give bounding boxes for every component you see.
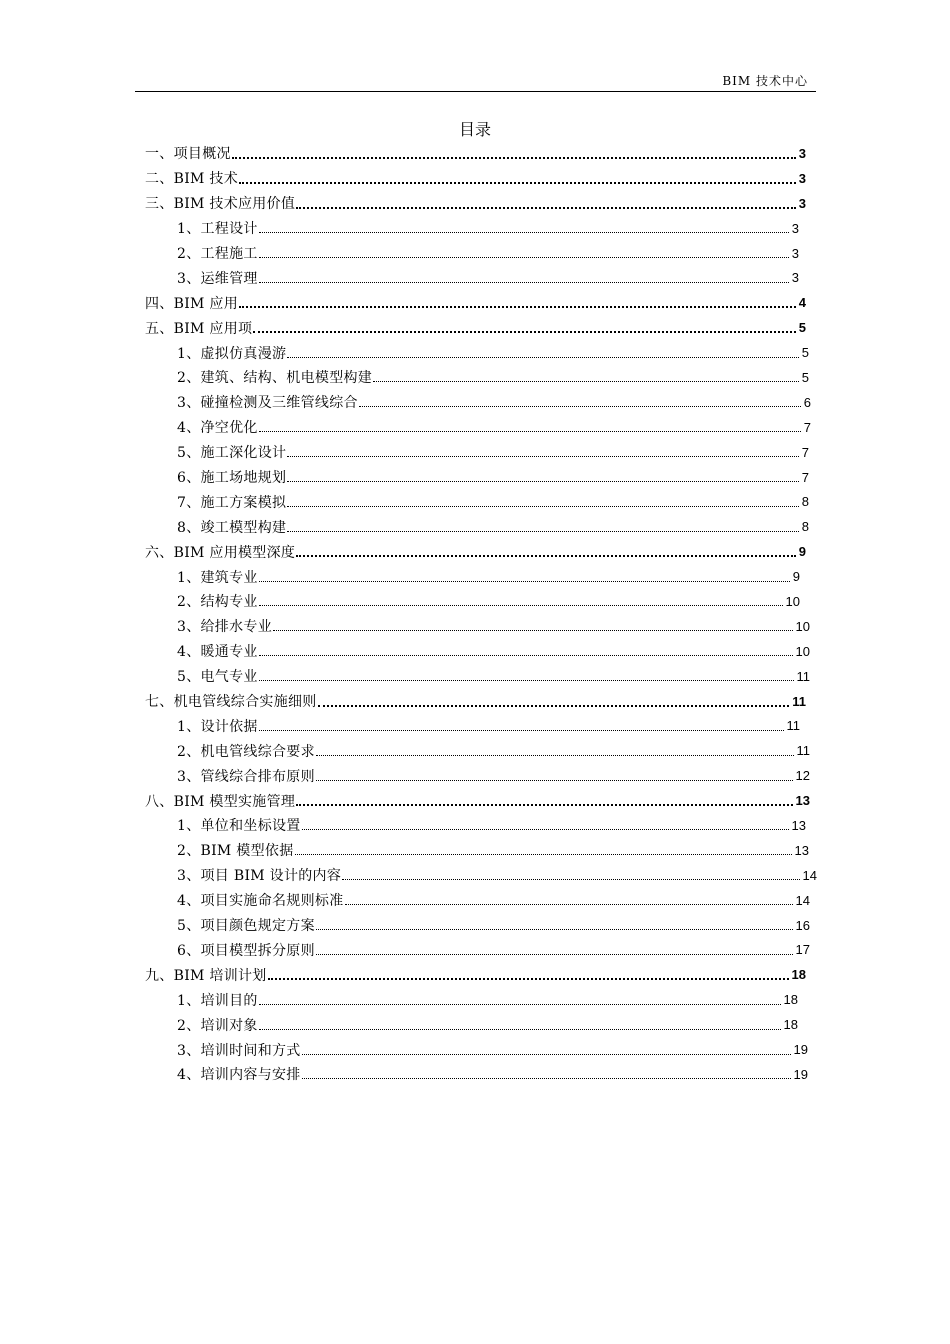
toc-entry[interactable] (145, 141, 806, 166)
toc-dot-leader (342, 879, 799, 880)
toc-entry-page: 5 (798, 320, 806, 336)
toc-entry[interactable] (177, 415, 811, 440)
toc-entry-label: 2、机电管线综合要求 (177, 743, 315, 760)
toc-entry-label: 3、管线综合排布原则 (177, 768, 315, 785)
toc-dot-leader (259, 605, 783, 606)
toc-entry-label: 4、培训内容与安排 (177, 1067, 301, 1084)
toc-dot-leader (259, 680, 794, 681)
toc-dot-leader (302, 1078, 791, 1079)
toc-dot-leader (302, 1054, 791, 1055)
toc-entry[interactable] (177, 489, 809, 514)
toc-entry[interactable] (177, 987, 798, 1012)
toc-entry-label: 1、设计依据 (177, 718, 258, 735)
toc-dot-leader (296, 804, 792, 806)
toc-dot-leader (253, 331, 795, 333)
toc-entry[interactable] (177, 365, 809, 390)
toc-entry-label: 2、BIM 模型依据 (177, 843, 294, 860)
toc-entry-page: 8 (801, 494, 809, 510)
toc-entry-label: 八、BIM 模型实施管理 (145, 793, 296, 810)
toc-entry[interactable] (177, 888, 810, 913)
toc-entry-page: 7 (803, 419, 811, 435)
toc-entry[interactable] (177, 838, 809, 863)
toc-entry-page: 12 (795, 768, 810, 784)
toc-entry[interactable] (177, 241, 799, 266)
toc-entry[interactable] (145, 166, 806, 191)
toc-dot-leader (287, 357, 798, 358)
toc-entry-label: 4、净空优化 (177, 420, 258, 437)
toc-entry-label: 3、项目 BIM 设计的内容 (177, 868, 342, 885)
toc-dot-leader (259, 581, 790, 582)
toc-entry[interactable] (145, 788, 810, 813)
toc-entry[interactable] (177, 614, 810, 639)
toc-entry-page: 8 (801, 519, 809, 535)
toc-dot-leader (316, 755, 794, 756)
toc-entry-label: 六、BIM 应用模型深度 (145, 544, 296, 561)
toc-entry[interactable] (145, 191, 806, 216)
toc-entry[interactable] (177, 763, 810, 788)
toc-entry-label: 1、工程设计 (177, 221, 258, 238)
toc-entry-page: 13 (794, 842, 809, 858)
toc-entry[interactable] (177, 564, 800, 589)
toc-dot-leader (259, 282, 789, 283)
toc-entry-label: 6、施工场地规划 (177, 470, 287, 487)
toc-dot-leader (239, 306, 796, 308)
toc-entry[interactable] (145, 315, 806, 340)
toc-dot-leader (296, 207, 796, 209)
toc-entry-page: 11 (796, 668, 810, 684)
toc-entry-label: 二、BIM 技术 (145, 171, 239, 188)
toc-title: 目录 (458, 120, 491, 139)
toc-entry-label: 2、建筑、结构、机电模型构建 (177, 370, 373, 387)
toc-entry-page: 3 (791, 220, 799, 236)
toc-dot-leader (259, 1004, 781, 1005)
toc-dot-leader (287, 456, 798, 457)
toc-dot-leader (259, 431, 801, 432)
toc-entry[interactable] (177, 340, 809, 365)
toc-entry-page: 9 (798, 544, 806, 560)
toc-entry-label: 一、项目概况 (145, 146, 231, 163)
toc-entry[interactable] (177, 913, 810, 938)
toc-dot-leader (259, 655, 793, 656)
toc-entry[interactable] (145, 290, 806, 315)
toc-entry-label: 2、培训对象 (177, 1017, 258, 1034)
toc-entry-page: 10 (785, 593, 800, 609)
toc-entry-page: 18 (791, 967, 806, 983)
toc-entry-page: 3 (791, 270, 799, 286)
toc-entry-page: 14 (795, 892, 810, 908)
toc-dot-leader (345, 904, 793, 905)
toc-entry-page: 19 (793, 1066, 808, 1082)
toc-entry[interactable] (177, 1062, 808, 1087)
toc-entry[interactable] (177, 440, 809, 465)
toc-entry-page: 7 (801, 469, 809, 485)
toc-entry-label: 五、BIM 应用项 (145, 320, 253, 337)
toc-entry-page: 13 (795, 793, 810, 809)
toc-entry-label: 3、碰撞检测及三维管线综合 (177, 395, 358, 412)
toc-entry-label: 4、项目实施命名规则标准 (177, 893, 344, 910)
toc-entry[interactable] (145, 962, 806, 987)
toc-dot-leader (259, 1029, 781, 1030)
toc-entry-label: 7、施工方案模拟 (177, 494, 287, 511)
toc-dot-leader (287, 481, 798, 482)
toc-entry[interactable] (145, 539, 806, 564)
toc-entry-page: 3 (798, 145, 806, 161)
toc-entry-label: 1、虚拟仿真漫游 (177, 345, 287, 362)
toc-entry[interactable] (177, 465, 809, 490)
toc-entry-label: 七、机电管线综合实施细则 (145, 694, 317, 711)
toc-entry-page: 9 (792, 569, 800, 585)
toc-entry-page: 3 (798, 170, 806, 186)
toc-dot-leader (273, 630, 793, 631)
toc-entry-page: 4 (798, 295, 806, 311)
toc-entry-label: 3、培训时间和方式 (177, 1042, 301, 1059)
toc-entry-label: 1、培训目的 (177, 992, 258, 1009)
toc-dot-leader (316, 954, 793, 955)
toc-entry-page: 11 (786, 718, 800, 734)
toc-entry[interactable] (177, 813, 806, 838)
toc-entry-page: 5 (801, 345, 809, 361)
toc-entry-label: 3、运维管理 (177, 270, 258, 287)
toc-entry-label: 1、单位和坐标设置 (177, 818, 301, 835)
toc-entry-page: 18 (783, 992, 798, 1008)
toc-entry-page: 11 (796, 743, 810, 759)
header-rule (135, 91, 816, 92)
toc-entry[interactable] (177, 713, 800, 738)
toc-entry-page: 10 (795, 643, 810, 659)
toc-entry[interactable] (177, 664, 810, 689)
toc-dot-leader (316, 929, 793, 930)
toc-dot-leader (295, 854, 792, 855)
toc-entry-label: 4、暖通专业 (177, 644, 258, 661)
toc-entry-label: 5、施工深化设计 (177, 445, 287, 462)
toc-entry-label: 四、BIM 应用 (145, 295, 239, 312)
toc-entry-page: 6 (803, 394, 811, 410)
toc-entry[interactable] (177, 390, 811, 415)
toc-dot-leader (359, 406, 801, 407)
toc-entry[interactable] (177, 938, 810, 963)
toc-entry-page: 17 (795, 942, 810, 958)
toc-entry-page: 13 (791, 817, 806, 833)
toc-entry-label: 九、BIM 培训计划 (145, 967, 267, 984)
toc-dot-leader (239, 182, 796, 184)
toc-entry[interactable] (177, 265, 799, 290)
toc-entry-label: 5、项目颜色规定方案 (177, 918, 315, 935)
table-of-contents (0, 141, 950, 1087)
toc-dot-leader (259, 730, 784, 731)
toc-entry-label: 6、项目模型拆分原则 (177, 942, 315, 959)
toc-entry-page: 19 (793, 1042, 808, 1057)
page-header (135, 70, 816, 92)
toc-entry-page: 3 (798, 195, 806, 211)
toc-entry-label: 5、电气专业 (177, 669, 258, 686)
toc-entry-page: 14 (802, 867, 817, 883)
toc-dot-leader (296, 555, 796, 557)
toc-entry-label: 2、工程施工 (177, 246, 258, 262)
toc-entry-page: 3 (791, 245, 799, 261)
toc-entry-label: 8、竣工模型构建 (177, 519, 287, 536)
toc-entry-label: 三、BIM 技术应用价值 (145, 196, 296, 213)
toc-dot-leader (268, 978, 789, 980)
toc-entry-label: 2、结构专业 (177, 594, 258, 611)
toc-entry[interactable] (177, 738, 810, 763)
toc-entry[interactable] (177, 589, 800, 614)
toc-dot-leader (259, 257, 789, 258)
toc-entry[interactable] (177, 1012, 798, 1037)
toc-dot-leader (302, 829, 789, 830)
toc-dot-leader (316, 780, 793, 781)
toc-entry[interactable] (177, 863, 817, 888)
toc-dot-leader (232, 157, 796, 159)
toc-entry-page: 11 (792, 693, 806, 709)
toc-entry-page: 5 (801, 369, 809, 385)
toc-entry-page: 18 (783, 1017, 798, 1033)
toc-entry-page: 16 (795, 917, 810, 933)
toc-entry-label: 3、给排水专业 (177, 619, 273, 636)
toc-entry[interactable] (177, 639, 810, 664)
toc-dot-leader (287, 531, 798, 532)
toc-entry[interactable] (145, 689, 806, 714)
toc-dot-leader (287, 506, 798, 507)
toc-entry-label: 1、建筑专业 (177, 569, 258, 586)
toc-entry-page: 7 (801, 444, 809, 460)
toc-dot-leader (373, 381, 799, 382)
toc-dot-leader (259, 232, 789, 233)
toc-entry-page: 10 (795, 618, 810, 634)
toc-entry[interactable] (177, 216, 799, 241)
toc-dot-leader (318, 705, 790, 707)
toc-entry[interactable] (177, 514, 809, 539)
toc-entry[interactable] (177, 1037, 808, 1062)
header-text: BIM 技术中心 (722, 74, 808, 88)
